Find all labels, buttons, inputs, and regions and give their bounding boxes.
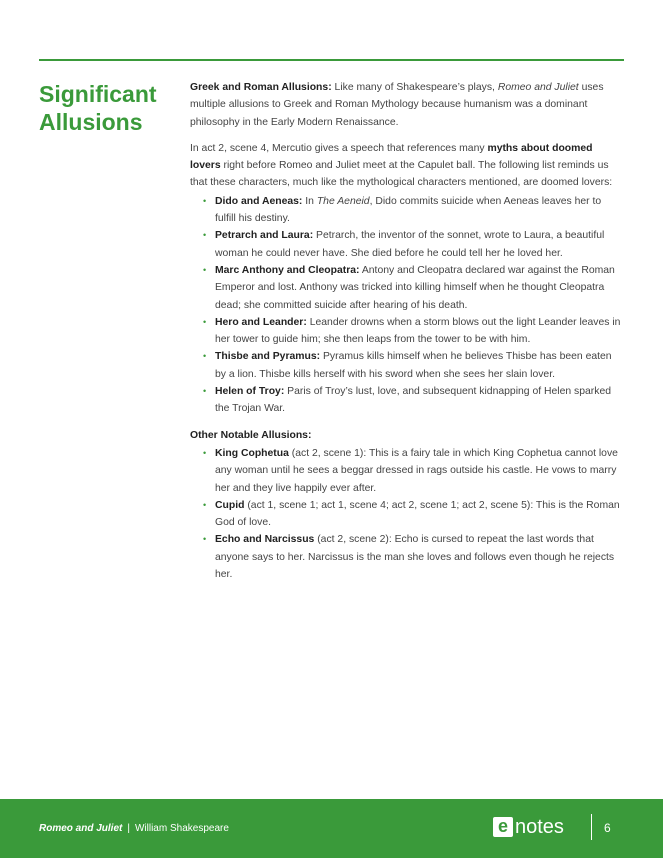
- item-label: Thisbe and Pyramus:: [215, 351, 321, 363]
- item-text: Antony and Cleopatra declared war against the Roman Emperor and lost. Anthony was tricked into killing himself when he thought Cleopatra dead; she committed suicide after hearing of his death.: [215, 264, 615, 311]
- item-ref: (act 1, scene 1; act 1, scene 4; act 2, scene 1; act 2, scene 5): [244, 499, 531, 511]
- item-text: Echo is cursed to repeat the last words that anyone says to her. Narcissus is the man she loves and follows even though he rejects her.: [215, 534, 615, 581]
- logo-e-mark: e: [493, 817, 513, 837]
- section-title: [39, 80, 179, 136]
- item-label: Helen of Troy:: [215, 386, 285, 398]
- bullet-icon: •: [203, 447, 207, 458]
- item-colon: :: [388, 534, 392, 546]
- intro-text-a: Like many of Shakespeare’s plays,: [331, 82, 498, 93]
- item-label: Cupid: [215, 499, 245, 511]
- page-footer: [0, 799, 663, 858]
- list-item: [190, 445, 624, 497]
- act2-text-b: right before Romeo and Juliet meet at the Capulet ball. The following list reminds us that these characters, much like the mythological characters mentioned, are doomed lovers:: [190, 160, 613, 189]
- item-label: Echo and Narcissus: [215, 534, 315, 546]
- top-divider: [39, 59, 624, 61]
- list-item: [190, 262, 624, 314]
- item-label: King Cophetua: [215, 447, 289, 459]
- bullet-icon: •: [203, 195, 207, 206]
- list-item: [190, 314, 624, 349]
- item-ref: (act 2, scene 1): [288, 447, 364, 459]
- item-text: In: [302, 195, 317, 207]
- act2-paragraph: [190, 140, 624, 192]
- item-text: This is the Roman God of love.: [215, 499, 620, 529]
- list-item: [190, 497, 624, 532]
- item-colon: :: [530, 499, 534, 511]
- act2-bold: myths about doomed lovers: [190, 142, 593, 172]
- footer-divider: [591, 814, 592, 840]
- item-ref: (act 2, scene 2): [314, 534, 389, 546]
- item-text: Leander drowns when a storm blows out the light Leander leaves in her tower to guide him; she then leaps from the tower to be with him.: [215, 316, 621, 346]
- footer-book-info: [39, 823, 229, 834]
- section-title-line2: Allusions: [39, 109, 143, 135]
- bullet-icon: •: [203, 386, 207, 397]
- act2-text-a: In act 2, scene 4, Mercutio gives a speech that references many: [190, 142, 488, 154]
- intro-label: Greek and Roman Allusions:: [190, 82, 332, 93]
- item-colon: :: [363, 447, 367, 459]
- footer-book-title: Romeo and Juliet: [39, 823, 123, 834]
- myths-list: [190, 193, 624, 418]
- list-item: [190, 193, 624, 228]
- item-text: This is a fairy tale in which King Cophetua cannot love any woman until he sees a beggar dressed in rags outside his castle. He vows to marry her and they live happily ever after.: [215, 447, 618, 494]
- list-item: [190, 227, 624, 262]
- item-label: Marc Anthony and Cleopatra:: [215, 264, 360, 276]
- item-text: Pyramus kills himself when he believes Thisbe has been eaten by a lion. Thisbe kills herself with his sword when she sees her slain lover.: [215, 351, 612, 380]
- logo-wordmark: notes: [515, 816, 564, 838]
- item-text: Paris of Troy’s lust, love, and subsequent kidnapping of Helen sparked the Trojan War.: [215, 386, 612, 415]
- item-label: Hero and Leander:: [215, 316, 307, 328]
- list-item: [190, 348, 624, 383]
- list-item: [190, 383, 624, 418]
- item-label: Dido and Aeneas:: [215, 195, 303, 207]
- main-content: [190, 79, 624, 592]
- intro-text-b: uses multiple allusions to Greek and Roman Mythology because humanism was a dominant philosophy in the Early Modern Renaissance.: [190, 82, 604, 128]
- other-heading-text: Other Notable Allusions:: [190, 429, 312, 441]
- list-item: [190, 531, 624, 583]
- intro-play-title: Romeo and Juliet: [497, 82, 579, 93]
- bullet-icon: •: [203, 264, 207, 275]
- enotes-logo[interactable]: [493, 816, 564, 838]
- bullet-icon: •: [203, 230, 207, 241]
- item-text: , Dido commits suicide when Aeneas leaves her to fulfill his destiny.: [215, 195, 602, 225]
- footer-author: William Shakespeare: [134, 823, 229, 834]
- page-number: 6: [604, 821, 611, 835]
- bullet-icon: •: [203, 534, 207, 545]
- bullet-icon: •: [203, 499, 207, 510]
- other-allusions-heading: [190, 427, 624, 444]
- item-label: Petrarch and Laura:: [215, 230, 314, 242]
- item-text: Petrarch, the inventor of the sonnet, wrote to Laura, a beautiful woman he could never have. She died before he could tell her he loved her.: [215, 230, 605, 259]
- intro-paragraph: [190, 79, 624, 131]
- other-allusions-list: [190, 445, 624, 583]
- bullet-icon: •: [203, 351, 207, 362]
- footer-separator: |: [127, 823, 130, 834]
- item-italic: The Aeneid: [316, 195, 370, 207]
- section-title-line1: Significant: [39, 81, 157, 107]
- bullet-icon: •: [203, 316, 207, 327]
